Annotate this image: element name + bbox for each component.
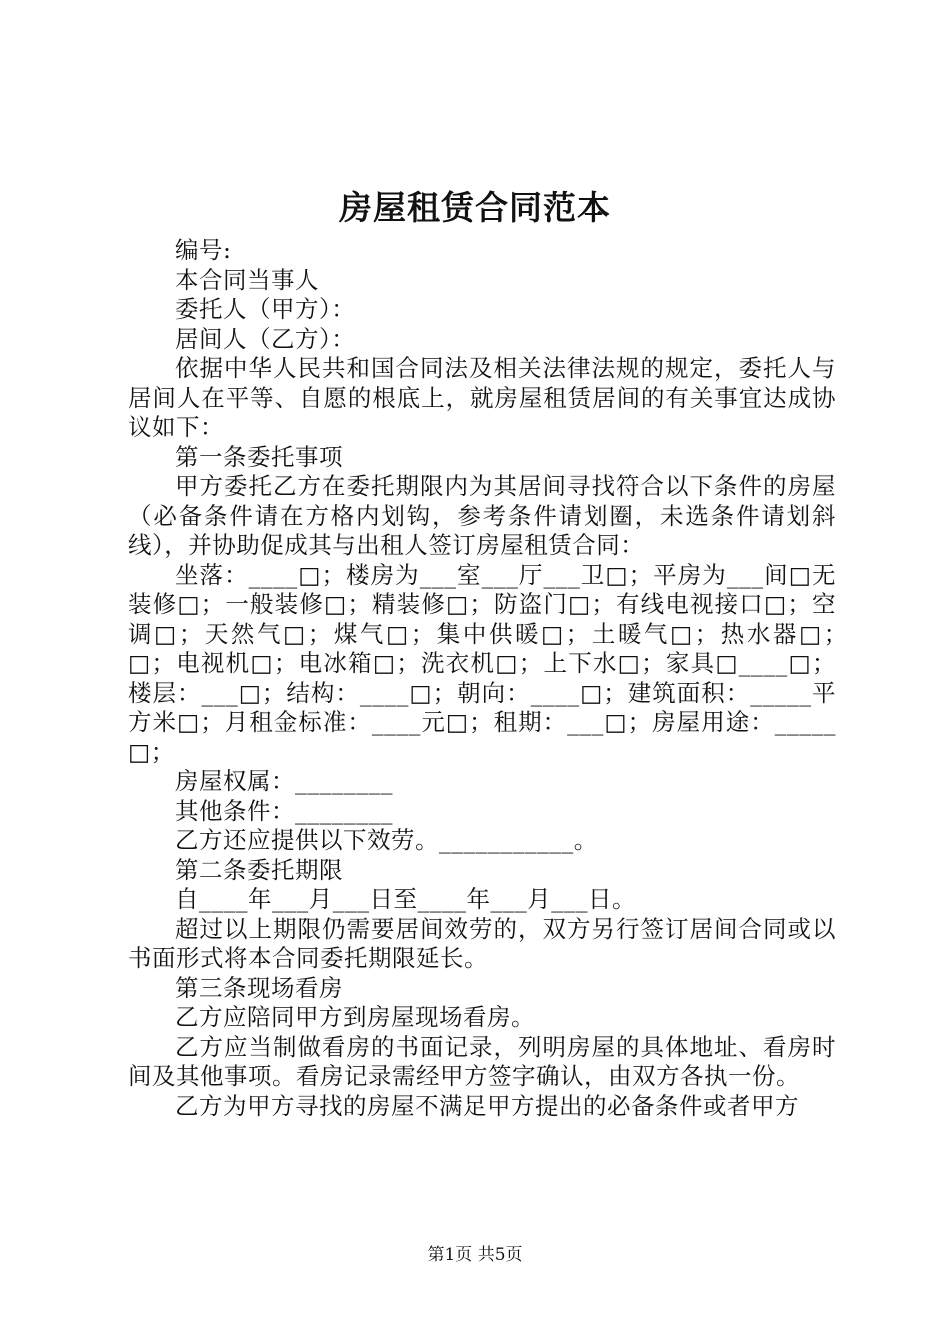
document-title: 房屋租赁合同范本 (339, 188, 611, 227)
paragraph-conditions: 坐落：____□；楼房为___室___厅___卫□；平房为___间□无装修□；一般装修□；精装修□；防盗门□；有线电视接口□；空调□；天然气□；煤气□；集中供暖□；土暖气□；热水器□； □；电视机□；电冰箱□；洗衣机□；上下水□；家具□____□；楼层：___□；结构：____□；朝向：____□；建筑面积：_____平方米□；月租金标准：____元□；租期：___□；房屋用途：_____□； (128, 560, 884, 766)
heading-article-1: 第一条委托事项 (175, 442, 343, 471)
paragraph-viewing: 乙方应陪同甲方到房屋现场看房。 (175, 1003, 535, 1031)
paragraph-services: 乙方还应提供以下效劳。___________。 (175, 826, 598, 854)
paragraph-unsatisfied: 乙方为甲方寻找的房屋不满足甲方提出的必备条件或者甲方 (175, 1091, 799, 1120)
document-body (128, 236, 884, 1121)
paragraph-other-conditions: 其他条件：________ (175, 796, 393, 825)
paragraph-number: 编号: (175, 236, 232, 264)
heading-article-3: 第三条现场看房 (175, 973, 343, 1002)
paragraph-party-a: 委托人（甲方）： (175, 295, 356, 323)
paragraph-extension: 超过以上期限仍需要居间效劳的，双方另行签订居间合同或以书面形式将本合同委托期限延长。 (128, 914, 836, 972)
paragraph-viewing-record: 乙方应当制做看房的书面记录，列明房屋的具体地址、看房时间及其他事项。看房记录需经甲方签字确认，由双方各执一份。 (128, 1032, 836, 1090)
heading-article-2: 第二条委托期限 (175, 855, 343, 884)
paragraph-period: 自____年___月___日至____年___月___日。 (175, 885, 636, 913)
paragraph-parties: 本合同当事人 (175, 265, 319, 294)
paragraph-preamble: 依据中华人民共和国合同法及相关法律法规的规定，委托人与居间人在平等、自愿的根底上，就房屋租赁居间的有关事宜达成协议如下： (128, 354, 836, 441)
paragraph-article-1: 甲方委托乙方在委托期限内为其居间寻找符合以下条件的房屋（必备条件请在方格内划钩，参考条件请划圈，未选条件请划斜线），并协助促成其与出租人签订房屋租赁合同： (128, 472, 836, 559)
paragraph-party-b: 居间人（乙方）： (175, 324, 356, 353)
page-footer: 第1页 共5页 (427, 1245, 523, 1265)
paragraph-ownership: 房屋权属：________ (175, 767, 393, 795)
